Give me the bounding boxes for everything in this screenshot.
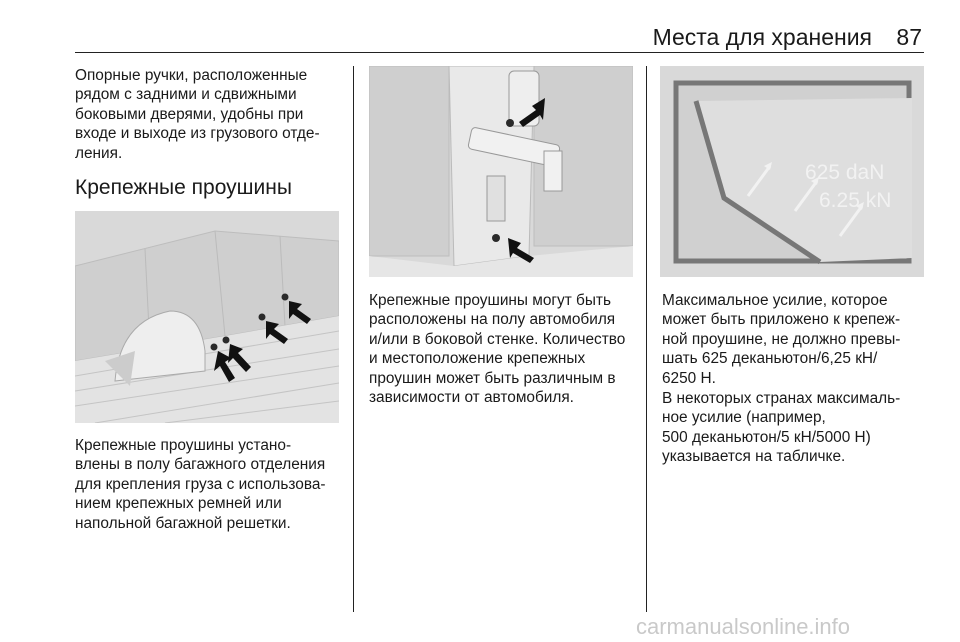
- page-title: Места для хранения: [652, 24, 872, 50]
- column-divider-2: [646, 66, 647, 612]
- column-divider-1: [353, 66, 354, 612]
- max-force-illustration: [660, 66, 924, 277]
- intro-paragraph: Опорные ручки, расположенные рядом с задними и сдвижными боковыми дверями, удобны при входе и выходе из грузового отде- ления.: [75, 67, 320, 162]
- watermark-text: carmanualsonline.info: [636, 614, 851, 639]
- section-heading: Крепежные проушины: [75, 176, 292, 199]
- page-number: 87: [896, 24, 922, 50]
- country-plate-caption: В некоторых странах максималь- ное усилие (например, 500 деканьютон/5 кН/5000 Н) указывается на табличке.: [662, 390, 901, 466]
- force-label-kn: 6.25 kN: [819, 189, 892, 212]
- wall-eyes-caption: Крепежные проушины могут быть расположены на полу автомобиля и/или в боковой стенке. Количество и местоположение крепежных проушин может быть различным в зависимости от автомобиля.: [369, 292, 626, 407]
- cargo-floor-illustration: [75, 211, 339, 423]
- floor-eyes-caption: Крепежные проушины устано- влены в полу багажного отделения для крепления груза с использова- нием крепежных ремней или напольной багажной решетки.: [75, 437, 326, 532]
- header-divider: [75, 52, 924, 53]
- max-force-caption: Максимальное усилие, которое может быть приложено к крепеж- ной проушине, не должно превы- шать 625 деканьютон/6,25 кН/ 6250 Н.: [662, 292, 901, 387]
- force-label-dan: 625 daN: [805, 161, 885, 184]
- side-wall-illustration: [369, 66, 633, 277]
